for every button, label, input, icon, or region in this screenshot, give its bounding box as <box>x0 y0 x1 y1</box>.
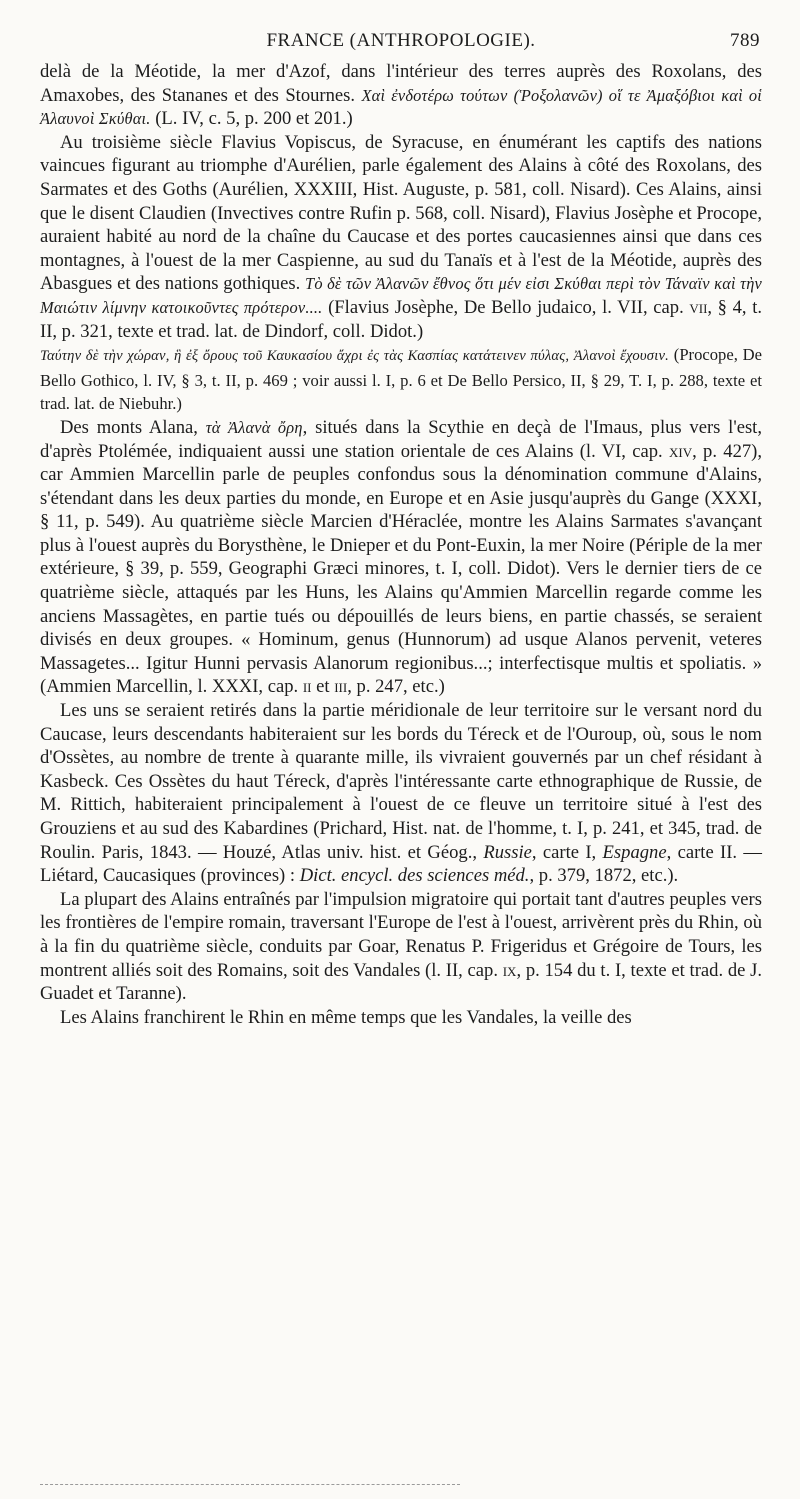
greek-quotation: Ταύτην δὲ τὴν χώραν, ἣ ἐξ ὄρους τοῦ Καυκασίου ἄχρι ἐς τὰς Κασπίας κατάτεινεν πύλας, Ἀλανοὶ ἔχουσιν. <box>40 348 669 365</box>
body-text <box>40 60 762 1029</box>
text-run: delà de la Méotide, la mer d'Azof, dans l'intérieur des terres auprès des Roxolans, des Amaxobes, des Stananes et des Stournes. <box>40 61 762 106</box>
paragraph <box>40 131 762 343</box>
text-run: , p. 154 du t. I, texte et trad. de J. Guadet et Taranne). <box>40 959 762 1005</box>
roman-numeral: iii <box>334 676 348 698</box>
text-run: , p. 247, etc.) <box>347 676 445 698</box>
running-header <box>40 30 762 60</box>
roman-numeral: ix <box>502 959 517 981</box>
greek-quotation: τὰ Ἀλανὰ ὄρη <box>205 417 303 437</box>
text-run: (L. IV, c. 5, p. 200 et 201.) <box>150 108 353 130</box>
text-run: , p. 427), car Ammien Marcellin parle de peuples confondus sous la dénomination commune d'Alains, s'étendant dans les deux parties du monde, en Europe et en Asie jusqu'auprès du Gange (XXXI, § 11, p. 549). Au quatrième siècle Marcien d'Héraclée, montre les Alains Sarmates s'avançant plus à l'ouest auprès du Borysthène, le Dnieper et du Pont-Euxin, la mer Noire (Périple de la mer extérieure, § 39, p. 559, Geographi Græci minores, t. I, coll. Didot). Vers le dernier tiers de ce quatrième siècle, attaqués par les Huns, les Alains qu'Ammien Marcellin regarde comme les anciens Massagètes, en partie tués ou dépouillés de leurs biens, en partie chassés, se seraient divisés en deux groupes. « Hominum, genus (Hunnorum) ad usque Alanos pervenit, veteres Massagetes... Igitur Hunni pervasis Alanorum regionibus...; interfectisque multis et spoliatis. » (Ammien Marcellin, l. XXXI, cap. <box>40 440 762 698</box>
paragraph <box>40 888 762 1006</box>
text-run: (Procope, De Bello Gothico, l. IV, § 3, t. II, p. 469 ; voir aussi l. I, p. 6 et De Bello Persico, II, § 29, T. I, p. 288, texte et trad. lat. de Niebuhr.) <box>40 345 762 414</box>
text-run: , carte I, <box>531 841 603 863</box>
greek-quotation: Τὸ δὲ τῶν Ἀλανῶν ἔθνος ὅτι μέν εἰσι Σκύθαι περὶ τὸν Τάναϊν καὶ τὴν Μαιώτιν λίμνην κατοικοῦντες πρότερον.... <box>40 274 762 317</box>
text-run: Les Alains franchirent le Rhin en même temps que les Vandales, la veille des <box>60 1006 632 1028</box>
text-run: Au troisième siècle Flavius Vopiscus, de Syracuse, en énumérant les captifs des nations vaincues figurant au triomphe d'Aurélien, parle également des Alains à côté des Roxolans, des Sarmates et des Goths (Aurélien, XXXIII, Hist. Auguste, p. 581, coll. Nisard). Ces Alains, ainsi que le disent Claudien (Invectives contre Rufin p. 568, coll. Nisard), Flavius Josèphe et Procope, auraient habité au nord de la chaîne du Caucase et des portes caucasiennes ainsi que dans ces montagnes, à l'ouest de la mer Caspienne, au sud du Tanaïs et à l'est de la Méotide, auprès des Abasgues et des nations gothiques. <box>40 131 762 295</box>
italic-text: Espagne <box>602 841 667 863</box>
text-run: (Flavius Josèphe, De Bello judaico, l. VII, cap. <box>322 296 690 318</box>
paragraph <box>40 1006 762 1030</box>
text-run: , p. 379, 1872, etc.). <box>529 865 679 887</box>
greek-quotation: Χαὶ ἐνδοτέρω τούτων (Ῥοξολανῶν) οἵ τε Ἀμαξόβιοι καὶ οἱ Ἀλαυνοὶ Σκύθαι. <box>40 85 762 129</box>
italic-text: Russie <box>483 841 532 863</box>
paragraph <box>40 416 762 699</box>
text-run: , § 4, t. II, p. 321, texte et trad. lat. de Dindorf, coll. Didot.) <box>40 296 763 342</box>
italic-text: Dict. encycl. des sciences méd. <box>299 865 530 887</box>
roman-numeral: vii <box>689 296 708 318</box>
roman-numeral: xiv <box>668 440 693 462</box>
roman-numeral: ii <box>302 676 312 698</box>
text-run: , situés dans la Scythie en deçà de l'Imaus, plus vers l'est, d'après Ptolémée, indiquaient aussi une station orientale de ces Alains (l. VI, cap. <box>40 416 762 462</box>
bottom-rule <box>40 1484 460 1485</box>
text-run: La plupart des Alains entraînés par l'impulsion migratoire qui portait tant d'autres peuples vers les frontières de l'empire romain, traversant l'Europe de l'est à l'ouest, arrivèrent près du Rhin, où à la fin du quatrième siècle, conduits par Goar, Renatus P. Frigeridus et Grégoire de Tours, les montrent alliés soit des Romains, soit des Vandales (l. II, cap. <box>40 888 762 981</box>
text-run: Les uns se seraient retirés dans la partie méridionale de leur territoire sur le versant nord du Caucase, leurs descendants habiteraient sur les bords du Téreck et de l'Ouroup, où, sous le nom d'Ossètes, au nombre de trente à quarante mille, ils vivraient gouvernés par un chef résidant à Kasbeck. Ces Ossètes du haut Téreck, d'après l'intéressante carte ethnographique de Russie, de M. Rittich, habiteraient principalement à l'ouest de ce fleuve un territoire situé à l'est des Grouziens et au sud des Kabardines (Prichard, Hist. nat. de l'homme, t. I, p. 241, et 345, trad. de Roulin. Paris, 1843. — Houzé, Atlas univ. hist. et Géog., <box>40 700 762 863</box>
page-number: 789 <box>730 30 760 51</box>
quotation-paragraph <box>40 343 762 416</box>
text-run: , carte II. — Liétard, Caucasiques (provinces) : <box>40 841 763 887</box>
paragraph <box>40 699 762 888</box>
paragraph <box>40 60 762 131</box>
text-run: Des monts Alana, <box>60 416 206 438</box>
running-title: FRANCE (ANTHROPOLOGIE). <box>266 30 536 51</box>
text-run: et <box>311 676 335 698</box>
